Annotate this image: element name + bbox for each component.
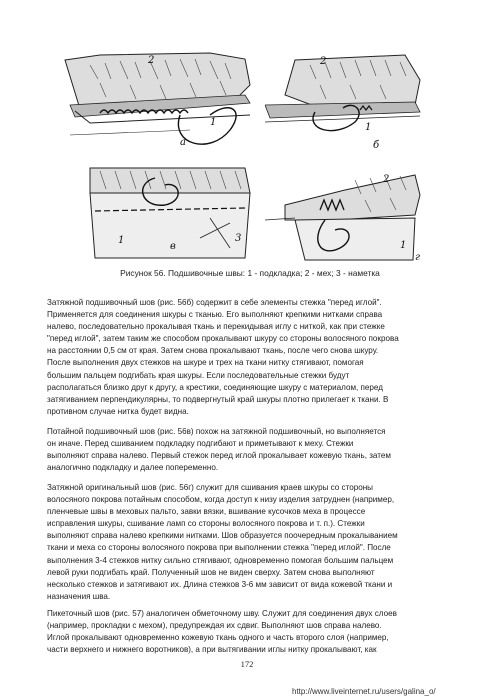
text-line: (например, прокладки с мехом), предупреждая их сдвиг. Выполняют шов справа налево.: [47, 621, 382, 631]
text-line: располагаться близко друг к другу, а крестики, соединяющие шкуру с материалом, перед: [47, 382, 383, 392]
figure-panel-v-drawing: [80, 163, 255, 263]
text-line: Потайной подшивочный шов (рис. 56в) похож на затяжной подшивочный, но выполняется: [47, 427, 386, 436]
text-line: исправления шкуры, сшивание ламп со стороны волосяного покрова и т. п.). Стежки: [47, 519, 365, 529]
text-line: Затяжной оригинальный шов (рис. 56г) служит для сшивания краев шкуры со стороны: [47, 483, 373, 492]
figure-panel-b-drawing: [265, 50, 425, 155]
text-line: Применяется для соединения шкуры с тканью. Его выполняют крепкими нитками справа: [47, 310, 383, 320]
text-line: налево, последовательно прокалывая ткань и перекидывая иглу с ниткой, как при стежке: [47, 322, 385, 332]
text-line: части верхнего и нижнего воротников), а при вытягивании иглы нитку прокалывают, как: [47, 645, 377, 655]
text-line: большим пальцем подгибать края шкуры. Если последовательные стежки будут: [47, 370, 350, 380]
text-line: пленчевые швы в меховых пальто, завки вязки, вшивание кусочков меха в процессе: [47, 507, 366, 517]
text-line: выполняют справа налево крепкими нитками. Шов образуется поочередным прокалыванием: [47, 531, 398, 541]
text-line: Иглой прокалывают одновременно кожевую ткань одного и часть второго слоя (например,: [47, 633, 389, 643]
figure-a-label-2: 2: [148, 55, 155, 66]
figure-56: [60, 45, 421, 263]
paragraph-2: [47, 426, 447, 474]
figure-panel-a: [60, 45, 260, 155]
figure-panel-g: [265, 170, 425, 265]
text-line: затягиванием перпендикулярны, то подвергнутый край шкуры плотно прилегает к ткани. В: [47, 394, 389, 404]
paragraph-1: [47, 297, 447, 418]
figure-g-label-1: 1: [400, 240, 407, 251]
figure-v-label-1: 1: [118, 235, 125, 246]
paragraph-3: [47, 482, 447, 603]
text-line: Затяжной подшивочный шов (рис. 56б) содержит в себе элементы стежка "перед иглой".: [47, 298, 382, 307]
text-line: выполнения 3-4 стежков нитку сильно стягивают, одновременно помогая большим пальцем: [47, 555, 394, 565]
page-number: 172: [240, 659, 254, 669]
text-line: противном случае нитка будет видна.: [47, 406, 189, 416]
text-line: назначения шва.: [47, 591, 111, 601]
figure-b-label-1: 1: [365, 122, 372, 133]
text-line: левой руки подгибать край. Полученный шов не виден сверху. Затем снова выполняют: [47, 567, 375, 577]
text-line: Пикеточный шов (рис. 57) аналогичен обметочному шву. Служит для соединения двух слоев: [47, 609, 397, 618]
text-line: он иначе. Перед сшиванием подкладку подгибают и приметывают к меху. Стежки: [47, 439, 354, 449]
figure-b-letter: б: [373, 140, 380, 151]
figure-g-label-2: 2: [383, 174, 390, 185]
text-line: на расстоянии 0,5 см от края. Затем снова прокалывают ткань, после чего снова шкуру.: [47, 346, 379, 356]
text-line: ткани и меха со стороны волосяного покрова при выполнении стежка "перед иглой". После: [47, 543, 391, 553]
figure-caption: Рисунок 56. Подшивочные швы: 1 - подкладка; 2 - мех; 3 - наметка: [120, 268, 380, 278]
figure-g-letter: г: [415, 252, 421, 263]
paragraph-4: [47, 608, 447, 656]
text-line: "перед иглой", затем таким же способом прокалывают шкуру со стороны волосяного покрова: [47, 334, 399, 344]
source-watermark: http://www.liveinternet.ru/users/galina_o/: [292, 687, 436, 696]
text-line: выполняют справа налево. Первый стежок перед иглой прокалывает кожевую ткань, затем: [47, 451, 391, 461]
figure-panel-b: [265, 50, 425, 155]
figure-v-label-3: 3: [235, 233, 242, 244]
figure-panel-v: [80, 163, 255, 263]
text-line: волосяного покрова потайным способом, когда доступ к низу изделия затруднен (например,: [47, 495, 395, 505]
figure-a-label-1: 1: [210, 117, 217, 128]
figure-a-letter: а: [180, 137, 186, 148]
figure-panel-a-drawing: [60, 45, 260, 155]
text-line: После выполнения двух стежков на шкуре и трех на ткани нитку стягивают, помогая: [47, 358, 364, 368]
text-line: аналогично подкладку и далее попеременно.: [47, 463, 219, 473]
figure-b-label-2: 2: [320, 56, 327, 67]
text-line: несколько стежков и затягивают их. Длина стежков 3-6 мм зависит от вида кожевой ткани и: [47, 579, 393, 589]
figure-v-letter: в: [170, 241, 176, 252]
